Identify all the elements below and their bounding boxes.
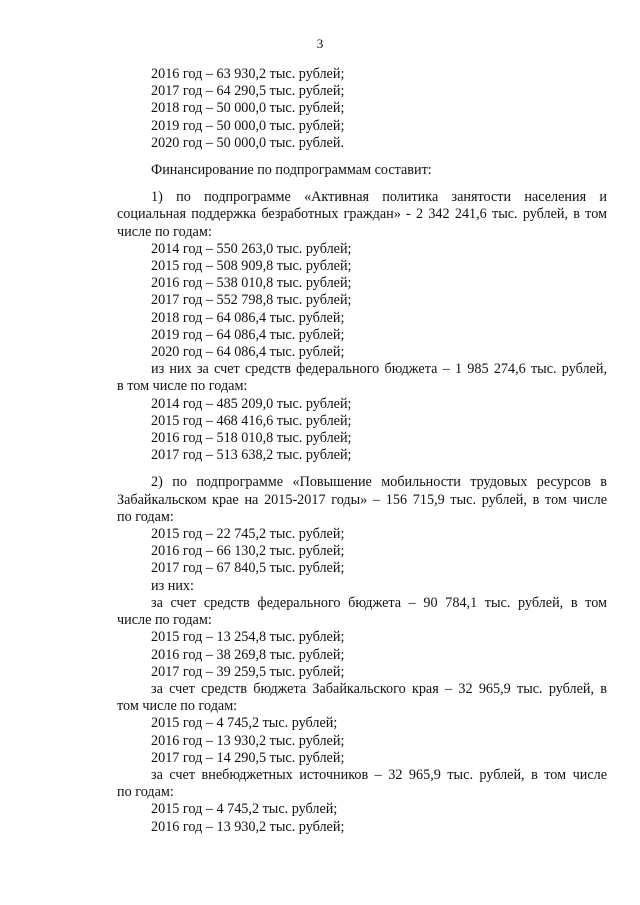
text-line: 2017 год – 513 638,2 тыс. рублей;	[151, 447, 352, 464]
text-line: из них за счет средств федерального бюджета – 1 985 274,6 тыс. рублей,	[151, 361, 607, 378]
text-line: 2017 год – 64 290,5 тыс. рублей;	[151, 83, 345, 100]
text-line: 2015 год – 13 254,8 тыс. рублей;	[151, 629, 345, 646]
page-number: 3	[316, 36, 324, 51]
text-line: Финансирование по подпрограммам составит:	[151, 162, 432, 179]
text-line: 2016 год – 13 930,2 тыс. рублей;	[151, 818, 345, 835]
text-line: 2017 год – 39 259,5 тыс. рублей;	[151, 663, 345, 680]
text-line: числе по годам:	[117, 223, 212, 240]
text-line: 2020 год – 50 000,0 тыс. рублей.	[151, 134, 344, 151]
text-line: по годам:	[117, 508, 174, 525]
text-line: за счет средств федерального бюджета – 90 784,1 тыс. рублей, в том	[151, 594, 607, 611]
text-line: 2015 год – 468 416,6 тыс. рублей;	[151, 412, 352, 429]
text-line: 2016 год – 13 930,2 тыс. рублей;	[151, 732, 345, 749]
text-line: 2015 год – 4 745,2 тыс. рублей;	[151, 715, 338, 732]
text-line: 2019 год – 50 000,0 тыс. рублей;	[151, 117, 345, 134]
text-line: 2016 год – 38 269,8 тыс. рублей;	[151, 646, 345, 663]
text-line: 2016 год – 63 930,2 тыс. рублей;	[151, 66, 345, 82]
text-line: 2014 год – 485 209,0 тыс. рублей;	[151, 395, 352, 412]
text-line: Забайкальском крае на 2015-2017 годы» – 156 715,9 тыс. рублей, в том числе	[117, 491, 607, 508]
text-line: из них:	[151, 577, 194, 594]
text-line: 2017 год – 67 840,5 тыс. рублей;	[151, 560, 345, 577]
text-line: 2015 год – 22 745,2 тыс. рублей;	[151, 526, 345, 543]
text-line: 2) по подпрограмме «Повышение мобильности трудовых ресурсов в	[151, 474, 607, 491]
text-line: 2016 год – 66 130,2 тыс. рублей;	[151, 543, 345, 560]
text-line: 2018 год – 64 086,4 тыс. рублей;	[151, 309, 345, 326]
text-line: 2017 год – 14 290,5 тыс. рублей;	[151, 749, 345, 766]
text-line: за счет внебюджетных источников – 32 965,9 тыс. рублей, в том числе	[151, 766, 607, 783]
text-line: числе по годам:	[117, 612, 212, 629]
text-line: 2016 год – 518 010,8 тыс. рублей;	[151, 430, 352, 447]
text-line: в том числе по годам:	[117, 378, 248, 395]
text-line: 2017 год – 552 798,8 тыс. рублей;	[151, 292, 352, 309]
text-line: 2014 год – 550 263,0 тыс. рублей;	[151, 240, 352, 257]
text-line: 2019 год – 64 086,4 тыс. рублей;	[151, 326, 345, 343]
text-line: 1) по подпрограмме «Активная политика занятости населения и	[151, 189, 607, 206]
text-line: 2015 год – 508 909,8 тыс. рублей;	[151, 258, 352, 275]
document-body	[117, 66, 607, 836]
text-line: за счет средств бюджета Забайкальского края – 32 965,9 тыс. рублей, в	[151, 680, 607, 697]
text-line: социальная поддержка безработных граждан» - 2 342 241,6 тыс. рублей, в том	[117, 206, 607, 223]
text-line: 2015 год – 4 745,2 тыс. рублей;	[151, 801, 338, 818]
text-line: том числе по годам:	[117, 698, 238, 715]
text-line: по годам:	[117, 784, 174, 801]
text-line: 2016 год – 538 010,8 тыс. рублей;	[151, 275, 352, 292]
text-line: 2020 год – 64 086,4 тыс. рублей;	[151, 344, 345, 361]
text-line: 2018 год – 50 000,0 тыс. рублей;	[151, 100, 345, 117]
